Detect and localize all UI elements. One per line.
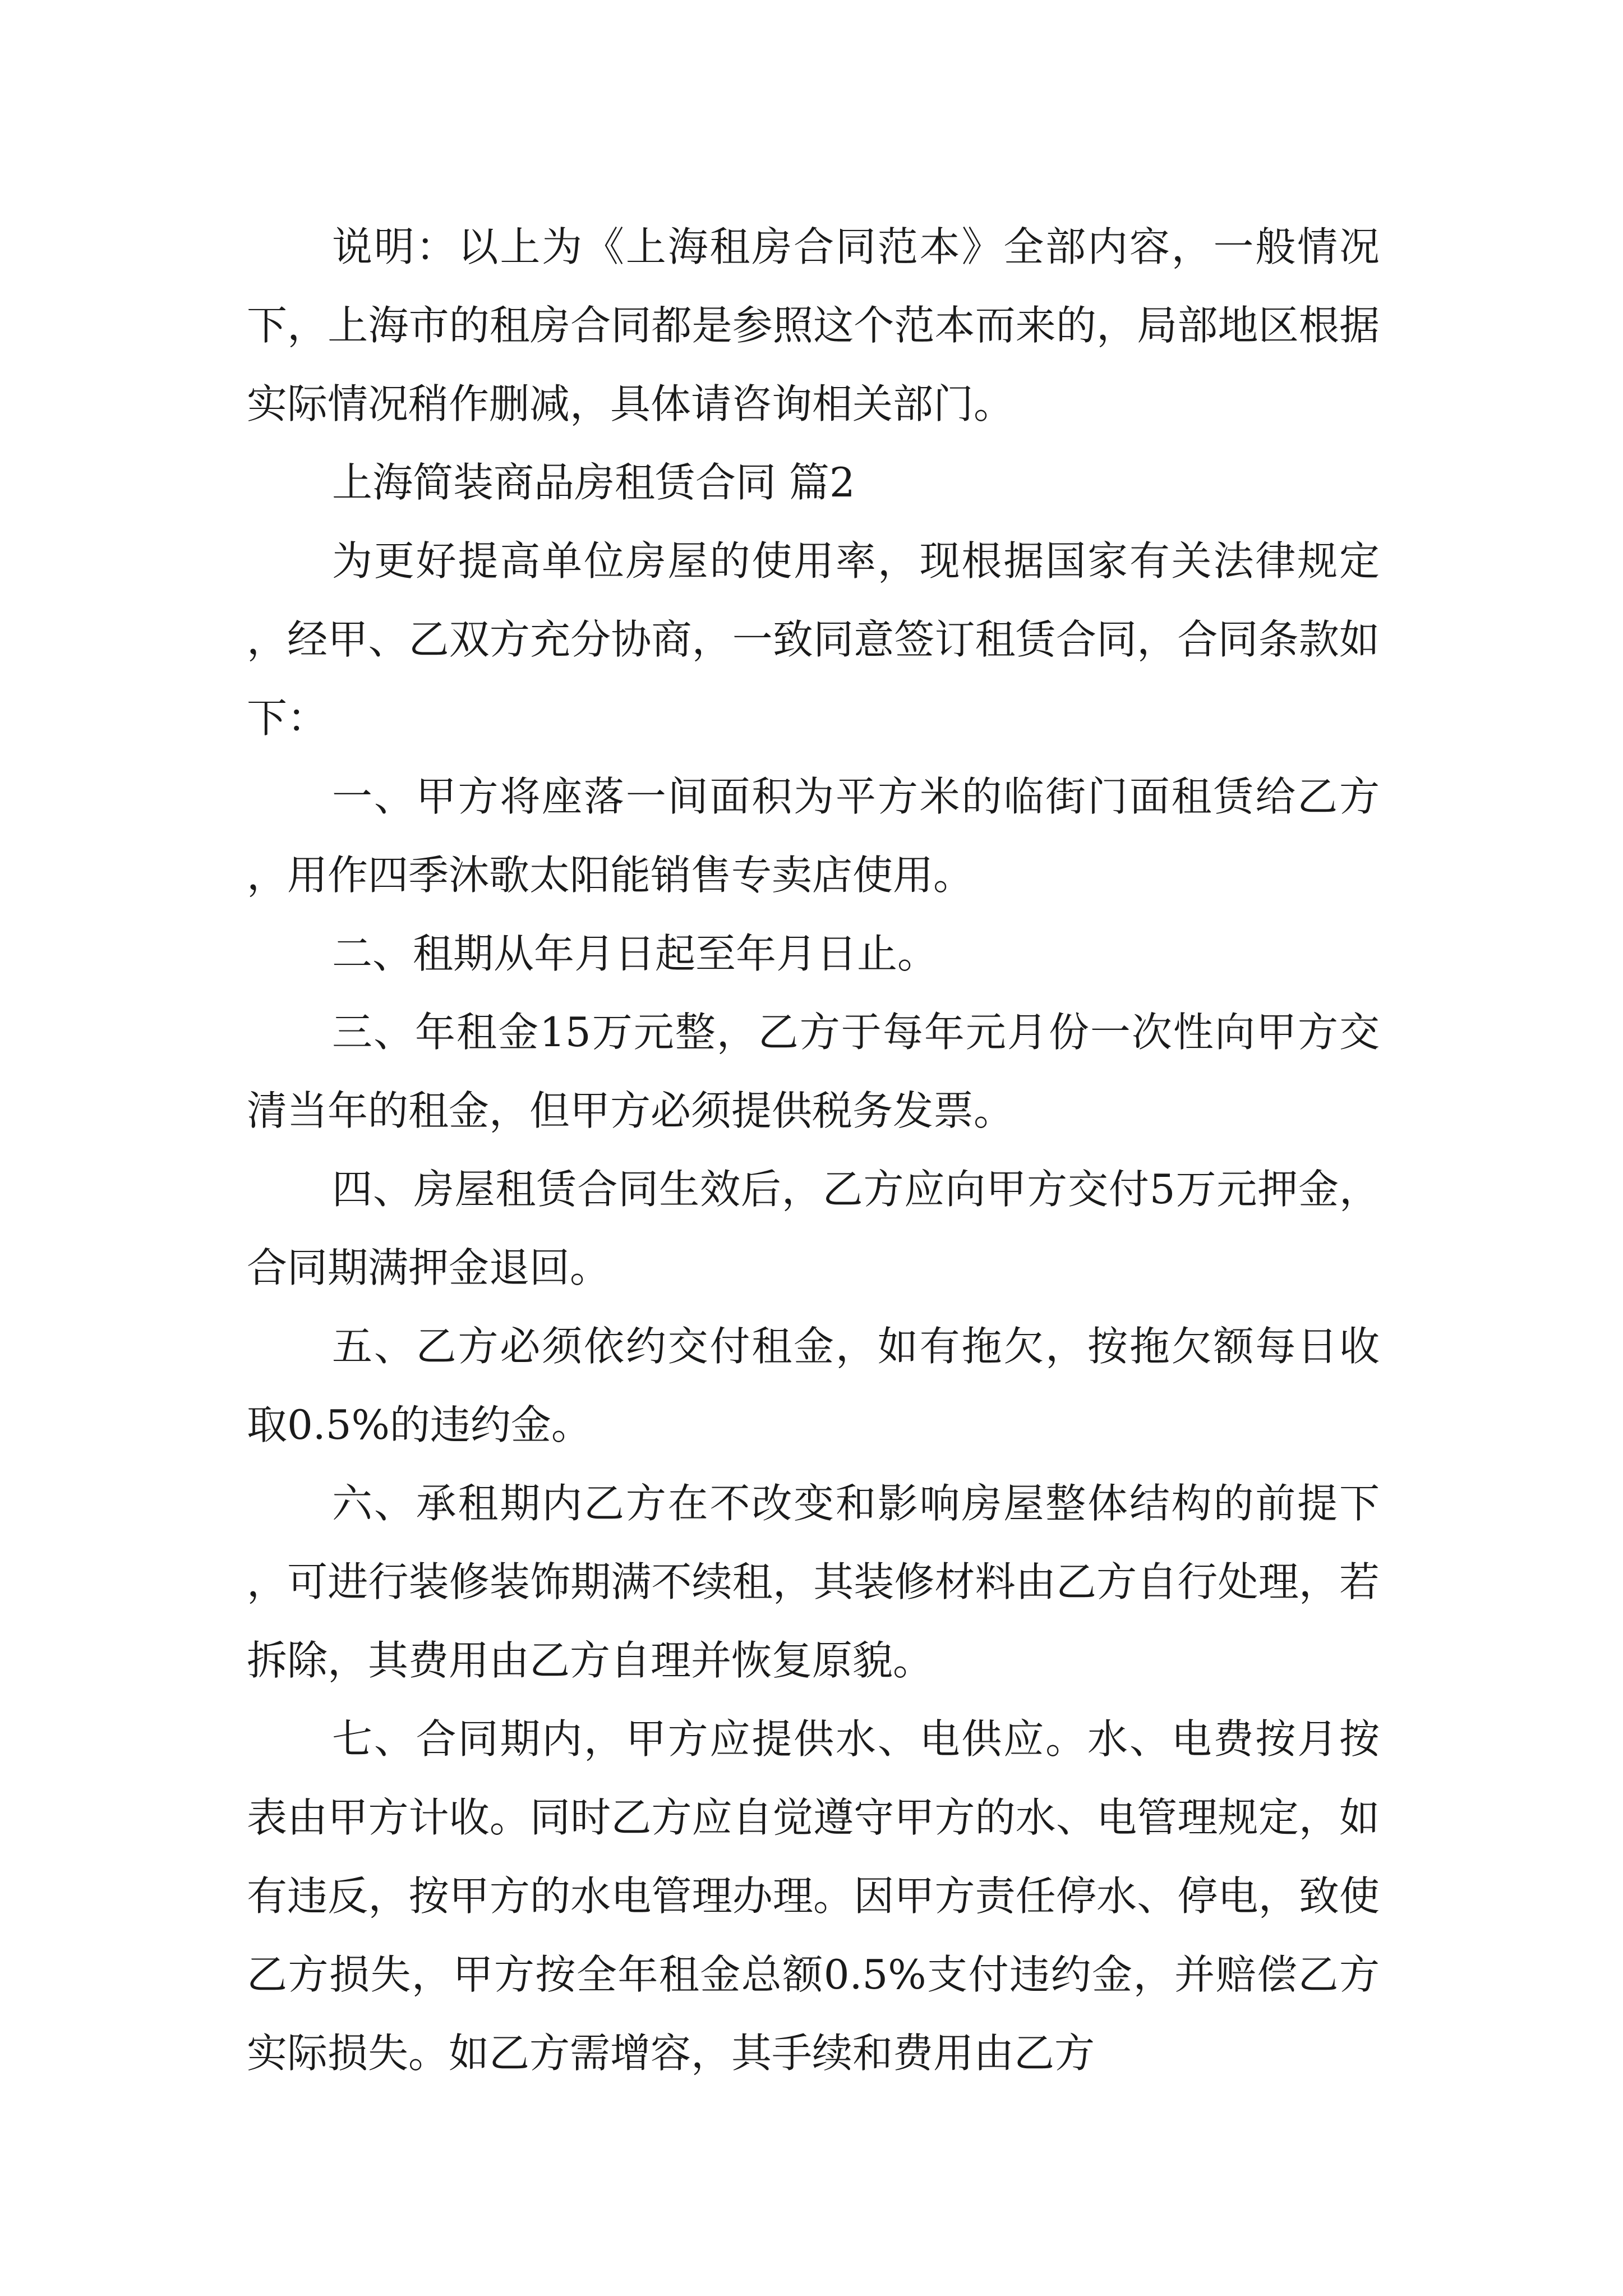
clause-2: 二、租期从年月日起至年月日止。 [332, 930, 938, 977]
clause-5: 五、乙方必须依约交付租金，如有拖欠，按拖欠额每日收取0.5%的违约金。 [247, 1323, 1380, 1448]
section-heading: 上海简装商品房租赁合同 篇2 [332, 459, 855, 506]
paragraph-intro: 为更好提高单位房屋的使用率，现根据国家有关法律规定，经甲、乙双方充分协商，一致同意签订租赁合同，合同条款如下： [247, 537, 1380, 742]
document-body [247, 208, 1380, 2092]
clause-7: 七、合同期内，甲方应提供水、电供应。水、电费按月按表由甲方计收。同时乙方应自觉遵守甲方的水、电管理规定，如有违反，按甲方的水电管理办理。因甲方责任停水、停电，致使乙方损失，甲方按全年租金总额0.5%支付违约金，并赔偿乙方实际损失。如乙方需增容，其手续和费用由乙方 [247, 1715, 1380, 2077]
clause-3: 三、年租金15万元整，乙方于每年元月份一次性向甲方交清当年的租金，但甲方必须提供税务发票。 [247, 1009, 1380, 1134]
clause-1: 一、甲方将座落一间面积为平方米的临街门面租赁给乙方，用作四季沐歌太阳能销售专卖店使用。 [247, 773, 1380, 899]
clause-4: 四、房屋租赁合同生效后，乙方应向甲方交付5万元押金，合同期满押金退回。 [247, 1166, 1380, 1291]
clause-6: 六、承租期内乙方在不改变和影响房屋整体结构的前提下，可进行装修装饰期满不续租，其装修材料由乙方自行处理，若拆除，其费用由乙方自理并恢复原貌。 [247, 1480, 1380, 1684]
paragraph-note: 说明：以上为《上海租房合同范本》全部内容，一般情况下，上海市的租房合同都是参照这个范本而来的，局部地区根据实际情况稍作删减，具体请咨询相关部门。 [247, 223, 1380, 427]
